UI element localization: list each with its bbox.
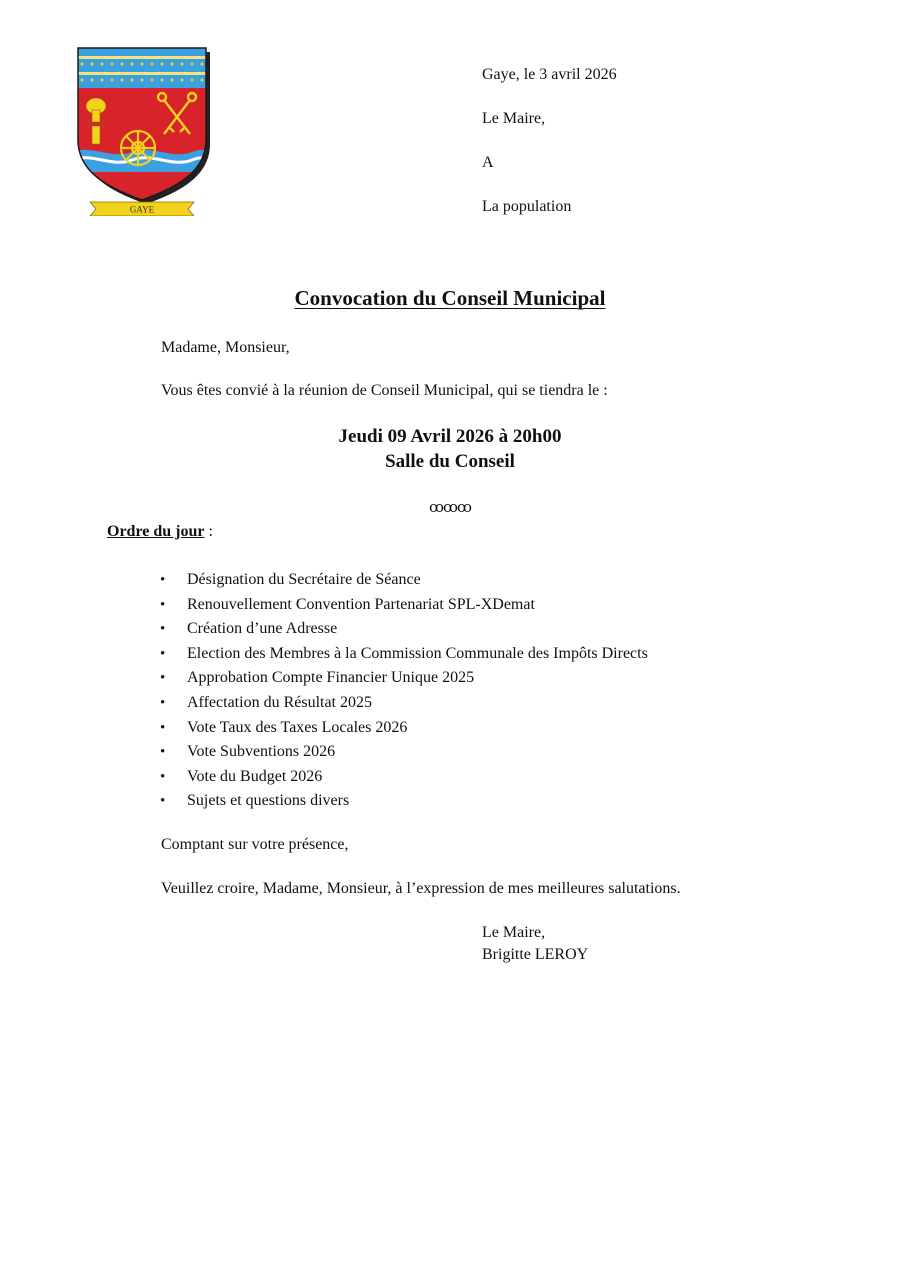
signature-role: Le Maire, bbox=[482, 924, 546, 941]
meeting-date: Jeudi 09 Avril 2026 à 20h00 bbox=[338, 426, 562, 447]
crest-banner bbox=[90, 202, 194, 216]
meeting-place: Salle du Conseil bbox=[385, 451, 515, 472]
bullet-icon: • bbox=[160, 670, 166, 687]
bullet-icon: • bbox=[160, 744, 166, 761]
closing-line-2: Veuillez croire, Madame, Monsieur, à l’expression de mes meilleures salutations. bbox=[161, 880, 681, 897]
agenda-item bbox=[160, 789, 648, 814]
bullet-icon: • bbox=[160, 719, 166, 736]
closing-line-1: Comptant sur votre présence, bbox=[161, 836, 349, 853]
bullet-icon: • bbox=[160, 793, 166, 810]
agenda-heading-line bbox=[107, 522, 213, 542]
bullet-icon: • bbox=[160, 768, 166, 785]
date-line: Gaye, le 3 avril 2026 bbox=[482, 66, 617, 83]
agenda-item bbox=[160, 691, 648, 716]
bullet-icon: • bbox=[160, 645, 166, 662]
agenda-item-label: Approbation Compte Financier Unique 2025 bbox=[187, 669, 475, 687]
ornament-divider: ꝏꝏꝏ bbox=[429, 500, 471, 516]
agenda-item bbox=[160, 568, 648, 593]
agenda-item-label: Désignation du Secrétaire de Séance bbox=[187, 571, 421, 588]
agenda-item-label: Vote du Budget 2026 bbox=[187, 767, 323, 785]
salutation: Madame, Monsieur, bbox=[161, 339, 290, 356]
bullet-icon: • bbox=[160, 621, 166, 638]
agenda-item bbox=[160, 593, 648, 618]
invitation-text: Vous êtes convié à la réunion de Conseil Municipal, qui se tiendra le : bbox=[161, 382, 608, 399]
bullet-icon: • bbox=[160, 694, 166, 711]
sender-role: Le Maire, bbox=[482, 110, 546, 127]
agenda-item-label: Création d’une Adresse bbox=[187, 620, 338, 638]
agenda-item bbox=[160, 740, 648, 765]
agenda-heading-colon: : bbox=[204, 523, 213, 540]
signature-name: Brigitte LEROY bbox=[482, 946, 589, 963]
agenda-item-label: Vote Subventions 2026 bbox=[187, 743, 336, 761]
recipient: La population bbox=[482, 198, 572, 215]
agenda-item-label: Sujets et questions divers bbox=[187, 792, 350, 810]
svg-text:GAYE: GAYE bbox=[129, 204, 155, 215]
agenda-item bbox=[160, 666, 648, 691]
to-label: A bbox=[482, 154, 494, 171]
bullet-icon: • bbox=[160, 572, 166, 588]
gaye-coat-of-arms-logo bbox=[72, 44, 212, 216]
agenda-item-label: Renouvellement Convention Partenariat SPL-XDemat bbox=[187, 595, 535, 613]
agenda-item bbox=[160, 716, 648, 741]
bullet-icon: • bbox=[160, 596, 166, 613]
mill-wheel-icon bbox=[121, 131, 155, 165]
agenda-item bbox=[160, 765, 648, 790]
agenda-item-label: Vote Taux des Taxes Locales 2026 bbox=[187, 718, 408, 736]
agenda-item-label: Affectation du Résultat 2025 bbox=[187, 693, 372, 711]
agenda-item bbox=[160, 617, 648, 642]
agenda-list bbox=[160, 568, 648, 814]
document-title: Convocation du Conseil Municipal bbox=[294, 286, 606, 310]
agenda-item-label: Election des Membres à la Commission Communale des Impôts Directs bbox=[187, 644, 648, 662]
agenda-heading: Ordre du jour bbox=[107, 523, 205, 540]
agenda-item bbox=[160, 642, 648, 667]
